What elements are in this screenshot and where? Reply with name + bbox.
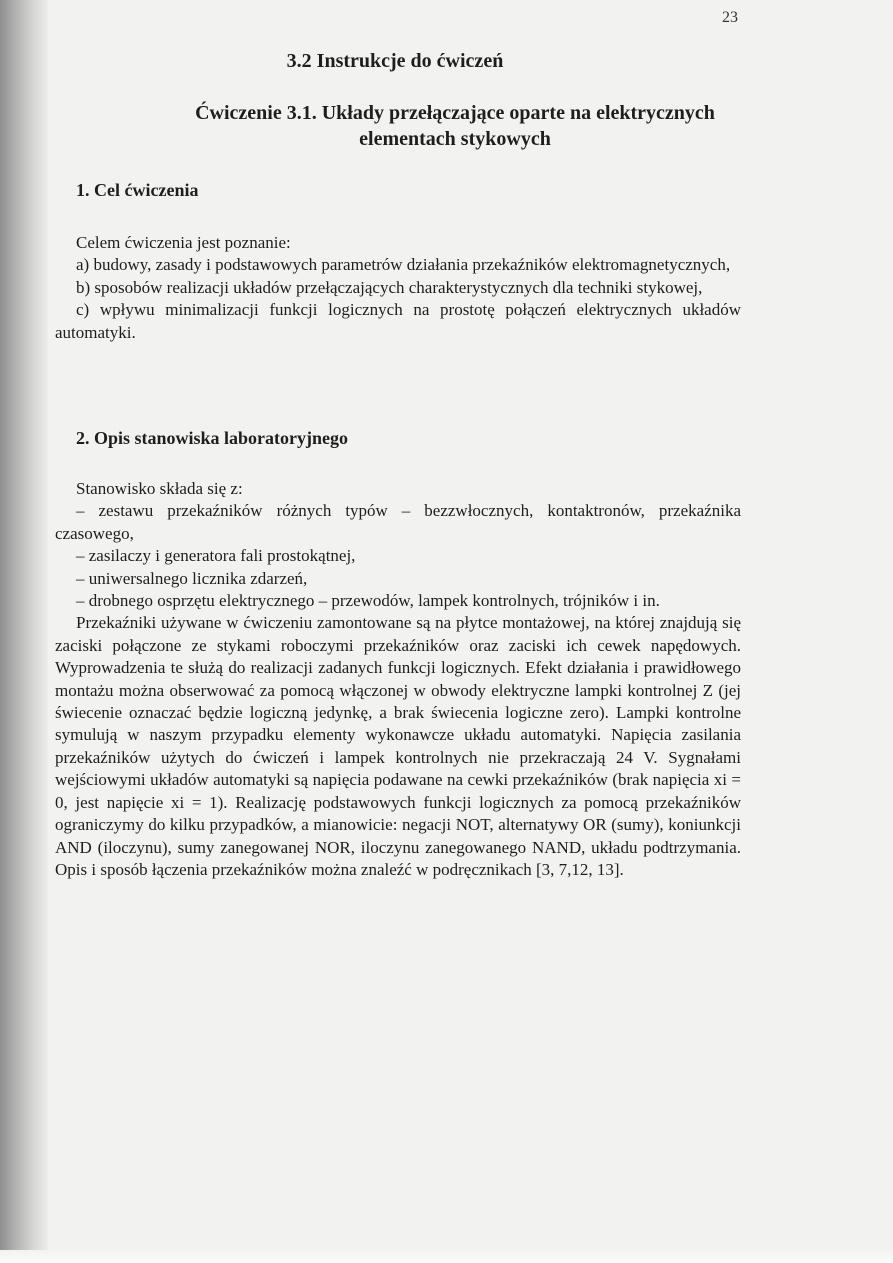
section-2-heading: 2. Opis stanowiska laboratoryjnego bbox=[76, 428, 349, 448]
list-item: – uniwersalnego licznika zdarzeń, bbox=[76, 568, 308, 588]
paragraph: Celem ćwiczenia jest poznanie: bbox=[76, 233, 291, 252]
list-item: – drobnego osprzętu elektrycznego – przewodów, lampek kontrolnych, trójników i in. bbox=[76, 591, 660, 611]
section-title: 3.2 Instrukcje do ćwiczeń bbox=[286, 50, 504, 72]
exercise-title bbox=[120, 100, 790, 152]
page-bottom-edge bbox=[0, 1250, 893, 1263]
list-item: c) wpływu minimalizacji funkcji logicznych na prostotę połączeń elektrycznych układów automatyki. bbox=[55, 300, 741, 342]
paragraph: Przekaźniki używane w ćwiczeniu zamontowane są na płytce montażowej, na której znajdują się zaciski połączone ze stykami roboczymi przekaźników oraz zaciski ich cewek napędowych. Wyprowadzenia te służą do realizacji zadanych funkcji logicznych. Efekt działania i prawidłowego montażu można obserwować za pomocą włączonej w obwody elektryczne lampki kontrolnej Z (jej świecenie oznaczać będzie logiczną jedynkę, a brak świecenia logiczne zero). Lampki kontrolne symulują w naszym przypadku elementy wykonawcze układu automatyki. Napięcia zasilania przekaźników użytych do ćwiczeń i lampek kontrolnych nie przekraczają 24 V. Sygnałami wejściowymi układów automatyki są napięcia podawane na cewki przekaźników (brak napięcia xi = 0, jest napięcie xi = 1). Realizację podstawowych funkcji logicznych za pomocą przekaźników ograniczymy do kilku przypadków, a mianowicie: negacji NOT, alternatywy OR (sumy), koniunkcji AND (iloczynu), sumy zanegowanej NOR, iloczynu zanegowanego NAND, układu podtrzymania. Opis i sposób łączenia przekaźników można znaleźć w podręcznikach [3, 7,12, 13]. bbox=[55, 613, 741, 879]
section-1-body bbox=[55, 232, 741, 344]
paragraph: Stanowisko składa się z: bbox=[76, 479, 243, 498]
list-item: b) sposobów realizacji układów przełączających charakterystycznych dla techniki stykowej, bbox=[76, 277, 703, 297]
exercise-title-line-1: Ćwiczenie 3.1. Układy przełączające oparte na elektrycznych bbox=[195, 102, 715, 124]
page-number: 23 bbox=[722, 9, 738, 26]
section-1-heading: 1. Cel ćwiczenia bbox=[76, 180, 199, 200]
list-item: a) budowy, zasady i podstawowych parametrów działania przekaźników elektromagnetycznych, bbox=[76, 255, 731, 275]
section-2-body bbox=[55, 478, 741, 881]
exercise-title-line-2: elementach stykowych bbox=[359, 128, 551, 150]
list-item: – zasilaczy i generatora fali prostokątnej, bbox=[76, 546, 356, 566]
list-item: – zestawu przekaźników różnych typów – bezzwłocznych, kontaktronów, przekaźnika czasowego, bbox=[55, 501, 741, 543]
book-spine-shadow bbox=[0, 0, 48, 1263]
